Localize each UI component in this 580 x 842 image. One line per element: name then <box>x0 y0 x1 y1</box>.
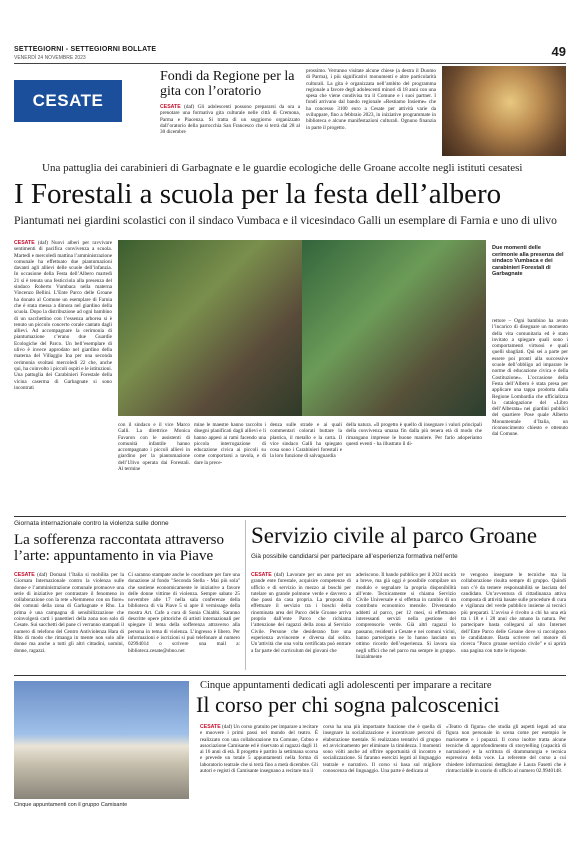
bottom-article-title: Il corso per chi sogna palcoscenici <box>196 692 500 717</box>
main-article-title: I Forestali a scuola per la festa dell’albero <box>14 178 502 210</box>
ceremony-photo-2 <box>302 240 486 416</box>
main-article-col1 <box>14 240 112 510</box>
bottom-article-lead: CESATE <box>200 724 221 730</box>
left-article-col2: Ci saranno stampate anche le coordinate per fare una donazione al fondo "Seconda Stella - Mai più sola" che sostiene economicamente le iniziative a favore delle donne vittime di violenza. Sempre sabato 25 novembre alle 17 nella sala conferenze della biblioteca di via Piave 5 si apre il vernissage della mostra Art. Cafe a cura di Sonia Chiabbi. Saranno descritte opere pittoriche di artisti internazionali per spiegare il tema della sofferenza attraverso alla persona in tema di violenza. L’ingresso è libero. Per informazioni e iscrizioni si può telefonare al numero 02994014 o scrivere una mail a: biblioteca.cesate@sbno.net <box>128 572 240 654</box>
main-article-kicker: Una pattuglia dei carabinieri di Garbagnate e le guardie ecologiche delle Groane accolte negli istituti cesatesi <box>42 162 523 174</box>
section-label-cesate: CESATE <box>14 80 122 122</box>
top-article-col2: prossimo. Verranno visitate alcune chiese (a destra il Duomo di Parma), i più significativi monumenti e altre particolarità culturali. La gita è organizzata nell’ambito del programma regionale a favore degli adolescenti minori di 18 anni con una spesa che viene condivisa tra il Comune e i suoi partner. I fondi arrivano dal bando regionale «Restiamo Insieme» che ha concesso 3100 euro a Cesate per attività varie da sviluppare, fino a febbraio 2023, in iniziative programmate in biblioteca e alcune manifestazioni culturali. Ognuno finanzia in parte il progetto. <box>306 68 436 131</box>
top-article-title: Fondi da Regione per la gita con l’oratorio <box>160 69 295 99</box>
camisante-group-photo <box>14 681 189 799</box>
main-article-col6: rettore – Ogni bambino ha avuto l’incarico di disegnare un momento della vita comunitaria ed è stato invitato a spiegare quali sono i comportamenti virtuosi e quali quelli sbagliati. Qui sei a parte per essere poi pronti alla successive scuole dell’obbligo ad imparare le norme di educazione civica e della Costituzione». L’occasione della Festa dell’Albero è stata presa per applicare una tappa prodotta dalla Regione Lombardia che ufficializza la catalogazione del «Libro dell’Alberata» nei giardini pubblici del quartiere Pose quale Alberto Monumentale d’Italia, un riconoscimento chiesto e ottenuto dal Comune. <box>492 318 568 438</box>
top-article-lead: CESATE <box>160 104 181 110</box>
bottom-article-col2: corso ha una più importante funzione che è quella di insegnare la socializzazione e incentivare percorsi di elaborazione mentale. Si realizzano tentativi di gruppo ed avvicinamento per eliminare la timidezza. I momenti sono vòlti anche ad offrire opportunità di incontro e socializzazione. Si faranno esercizi legati al linguaggio teatrale e narrativo. Il corso si basa sul migliore conoscenza del linguaggio. Una parte è dedicata al <box>323 724 441 775</box>
main-article-deck: Piantumati nei giardini scolastici con il sindaco Vumbaca e il vicesindaco Galli un esemplare di Farnia e uno di ulivo <box>14 214 557 227</box>
right-article-col1-text: (daf) Lavorare per un anno per un grande ente forestale, acquisire competenze di ufficio e di servizio in mezzo ai boschi per tutelare un grande polmone verde e davvero a due passi da casa propria. La proposta di effettuare il servizio tra i boschi della rinominata area del Parco delle Groane arriva proprio dall’ente Parco che richiama l’attenzione dei ragazzi della zona al Servizio Civile. Persone che desiderano fare una esperienza avvincente e diversa dal solito. Un’attività che una volta certificata può entrare a far parte del curriculum dei giovani che <box>251 572 351 654</box>
right-article-title: Servizio civile al parco Groane <box>251 523 538 548</box>
right-article-col2: aderiscono. Il bando pubblico per il 2024 uscirà a breve, ma già oggi è possibile compilare un modulo e segnalare la propria disponibilità all’ente. Tecnicamente si chiama Servizio Civile Universale e si effettua in cambio di un contributo economico mensile. Diventando addetti al parco, per 12 mesi, si effettuano interessanti servizi nella gestione del comprensorio verde. Già altri ragazzi lo passano, residenti a Cesate e nei comuni vicini, hanno partecipato ne lo hanno lasciato un ottimo ricordo dell’esperienza. Si lavora sia negli uffici che nel parco ma sempre in gruppo. Inizialmente <box>356 572 456 660</box>
right-article-lead: CESATE <box>251 572 272 578</box>
right-article-deck: Già possibile candidarsi per partecipare all’esperienza formativa nell’ente <box>251 553 458 560</box>
duomo-parma-photo <box>442 66 566 156</box>
header-divider <box>14 63 566 64</box>
main-article-col3: mine le maestre hanno raccolto i disegni planificati dagli allievi e li hanno appesi ai rami facendo una piccola interrogazione di educazione civica ai piccoli su come comportarsi a tavola, e di dare la prece- <box>194 422 266 466</box>
right-article-col1 <box>251 572 351 670</box>
left-article-col1-text: (daf) Domani l’Italia si mobilita per la Giornata Internazionale contro la violenza sulle donne e l’amministrazione comunale promuove una serie di iniziative per contrastare il fenomeno in collaborazione con la rete «Nemmeno con un fiore» dei comuni della zona di Garbagnate e Rho. La prima è una campagna di sensibilizzazione che coinvolgerà carti i panettieri della zona non solo di Cesate. Sui sacchetti del pane ci verranno stampati il numero di telefono del Centro Antiviolenza Hara di Rho di modo che rimanga in mente non solo alle donne ma anche a tutti gli altri cittadini, uomini, donne, ragazzi. <box>14 572 124 654</box>
left-article-col1 <box>14 572 124 670</box>
bottom-article-col3: «Teatro di figura» che studia gli aspetti legati ad una figura non personale in scena come per esempio le marionette e i pupazzi. Il corso inoltre tratta alcune tecniche di approfondimento di storytelling (capacità di narrazione) e la scrittura di drammaturgia e tecnica espressiva della voce. La referente del corso a cui chiedere informazioni dettagliate è Laura Fasetti che è rintracciabile in orario di ufficio al numero 02.9940148. <box>446 724 566 775</box>
bottom-article-caption: Cinque appuntamenti con il gruppo Camisante <box>14 802 128 808</box>
left-article-lead: CESATE <box>14 572 35 578</box>
section-divider-2 <box>14 675 566 676</box>
column-separator <box>245 520 246 670</box>
right-article-col3: te vengono insegnate le tecniche ma la collaborazione risulta sempre di gruppo. Quindi non c’è da temere responsabilità se lasciata del candidato. Un’avventura di cittadinanza attiva composta di attività basate sulle procedure di cura e vigilanza del verde pubblico insieme ai tecnici più preparati. L’avviso è rivolto a chi ha una età tra i 18 e i 28 anni che amano la natura. Per partecipare basta collegarsi al sito Internet dell’Ente Parco delle Groane dove si raccolgono le candidature. Basta scrivere nel motore di ricerca "Parco groane servizio civile" e si aprirà una pagina con tutte le risposte. <box>461 572 566 654</box>
ceremony-photo-1 <box>118 240 302 416</box>
bottom-article-kicker: Cinque appuntamenti dedicati agli adolescenti per imparare a recitare <box>200 680 492 691</box>
top-article-col1-text: (daf) Gli adolescenti possono prepararsi da ora a prenotare una formativa gita culturale nelle città di Cremona, Parma e Piacenza. Si tratta di un soggiorno organizzato dall’oratorio della parrocchia San Francesco che si terrà dal 28 al 30 dicembre <box>160 104 300 136</box>
page-number: 49 <box>551 44 566 59</box>
section-divider-1 <box>14 516 566 517</box>
top-article-col1 <box>160 104 300 156</box>
main-article-col5: della natura. «Il progetto è quello di insegnare i valori principali della convivenza umana fin dalla più tenera età di modo che rimangano impresse le buone maniere. Per farlo adoperiamo questi eventi - ha illustrato il di- <box>346 422 482 447</box>
left-article-title: La sofferenza raccontata attraverso l’arte: appuntamento in via Piave <box>14 532 225 564</box>
bottom-article-col1 <box>200 724 318 824</box>
publication-name: SETTEGIORNI - SETTEGIORNI BOLLATE <box>14 46 157 53</box>
issue-date: VENERDÌ 24 NOVEMBRE 2023 <box>14 55 86 61</box>
main-article-lead: CESATE <box>14 240 35 246</box>
main-article-col2: con il sindaco e il vice Marco Galli. La direttrice Monica Favaron con le assistenti di comunità infantile hanno accompagnato i piccoli allievi in giardino per la piantumazione dell’Ulivo operata dai Forestali. Al termine <box>118 422 190 473</box>
main-article-col1-text: (daf) Nuovi alberi per ravvivare sentimenti di pacifica convivenza a scuola. Martedì e mercoledì mattina l’amministrazione comunale ha effettuato due piantumazioni davanti agli allievi delle scuole dell’infanzia. In occasione della Festa dell’Albero martedì 21 si è tenuta una festicciola alla presenza del sindaco Roberto Vumbaca nella materna Vincenzo Bellini. L’Ente Parco delle Groane ha donato al Comune un esemplare di Farnia che è stata messa a dimora nel giardino della scuola. Dopo la distribuzione ad ogni bambino di un sacchettino con l’essenza arborea si è tenuto un piccolo concerto corale cantato dagli allievi. Ad accompagnare la cerimonia di piantumazione c’erano due Guardie Ecologiche del Parco. Un bell’esemplare di ulivo è invece approdato nel giardino della materna del Villaggio Ina per una seconda cerimonia svoltasi mercoledì 22 che, anche qui, ha coinvolto i piccoli ospiti e le istituzioni. Una pattuglia dei Carabinieri Forestale della vicina caserma di Garbagnate si sono incontrati <box>14 240 112 391</box>
main-article-col4: denza sulle strade e ai quali commentari colorati buttare la plastica, il metallo e la carta. Il vice sindaco Galli ha spiegato cosa sono i Carabinieri forestali e la loro funzione di salvaguardia <box>270 422 342 460</box>
left-article-kicker: Giornata internazionale contro la violenza sulle donne <box>14 520 169 527</box>
bottom-article-col1-text: (daf) Un corso gratuito per imparare a recitare e muovere i primi passi nel mondo del teatro. È realizzato con una collaborazione tra Comune, Csbno e associazione Camisante ed è riservato ai ragazzi dagli 11 ai 16 anni di età. Il progetto è partito la settimana scorsa e prevede un totale 5 appuntamenti nella forma di laboratorio teatrale che si terrà fino a metà dicembre. Gli autori e registi di Camisante insegnano a recitare ma il <box>200 724 318 775</box>
main-article-caption: Due momenti delle cerimonie alla presenza del sindaco Vumbaca e dei carabinieri Forestali di Garbagnate <box>492 245 564 277</box>
